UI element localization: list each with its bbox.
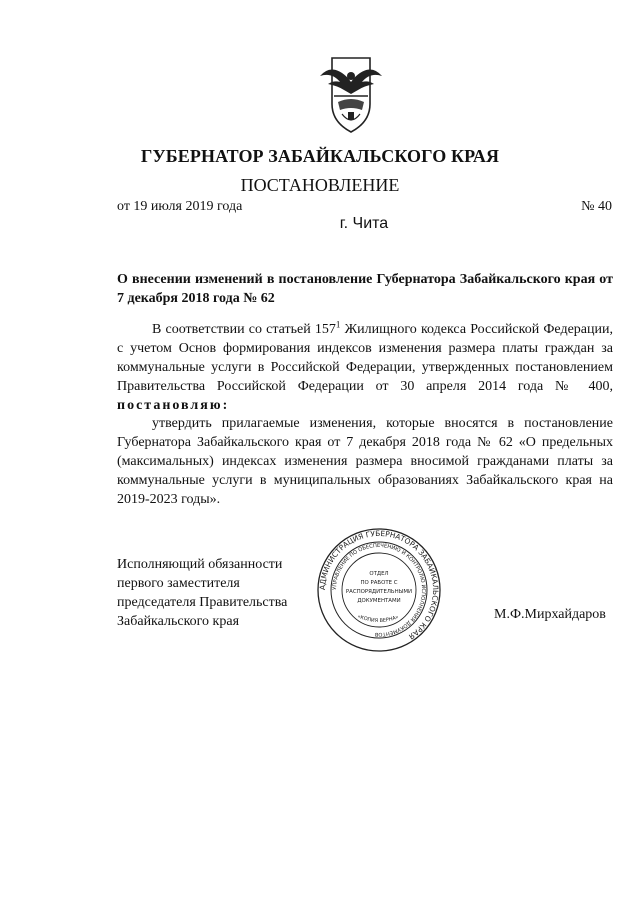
svg-text:АДМИНИСТРАЦИЯ ГУБЕРНАТОРА ЗАБА: АДМИНИСТРАЦИЯ ГУБЕРНАТОРА ЗАБАЙКАЛЬСКОГО КРАЯ	[317, 528, 441, 642]
signatory-position: Исполняющий обязанности первого заместителя председателя Правительства Забайкальского края	[117, 557, 288, 629]
document-date: от 19 июля 2019 года	[117, 199, 243, 214]
svg-text:УПРАВЛЕНИЕ ПО ОБЕСПЕЧЕНИЮ И КО: УПРАВЛЕНИЕ ПО ОБЕСПЕЧЕНИЮ И КОНТРОЛЮ ИСПОЛНЕНИЯ ДОКУМЕНТОВ	[331, 542, 427, 638]
official-stamp	[316, 527, 442, 653]
document-number: № 40	[581, 199, 612, 214]
svg-text:ПО РАБОТЕ С: ПО РАБОТЕ С	[360, 580, 398, 586]
svg-text:«КОПИЯ ВЕРНА»: «КОПИЯ ВЕРНА»	[356, 613, 400, 625]
authority-title: ГУБЕРНАТОР ЗАБАЙКАЛЬСКОГО КРАЯ	[140, 146, 500, 166]
signatory-name: М.Ф.Мирхайдаров	[494, 607, 606, 622]
body-paragraph-2: утвердить прилагаемые изменения, которые вносятся в постановление Губернатора Забайкальского края от 7 декабря 2018 года № 62 «О предельных (максимальных) индексах изменения размера вносимой гражданами платы за коммунальные услуги в муниципальных образованиях Забайкальского края на 2019-2023 годы».	[117, 416, 613, 507]
document-type: ПОСТАНОВЛЕНИЕ	[240, 175, 400, 195]
document-subject: О внесении изменений в постановление Губернатора Забайкальского края от 7 декабря 2018 года № 62	[117, 272, 613, 306]
svg-text:РАСПОРЯДИТЕЛЬНЫМИ: РАСПОРЯДИТЕЛЬНЫМИ	[345, 589, 413, 595]
decree-word: постановляю	[117, 398, 223, 413]
svg-text:ДОКУМЕНТАМИ: ДОКУМЕНТАМИ	[357, 598, 401, 604]
svg-text:ОТДЕЛ: ОТДЕЛ	[369, 571, 389, 577]
document-city: г. Чита	[339, 215, 389, 232]
body-paragraph-1: В соответствии со статьей $157^1$ Жилищного кодекса Российской Федерации, с учетом Основ формирования индексов изменения размера платы граждан за коммунальные услуги в Российской Федерации, утвержденных постановлением Правительства Российской Федерации от 30 апреля 2014 года № 400, постановляю:	[117, 319, 613, 413]
coat-of-arms-icon	[318, 52, 384, 134]
